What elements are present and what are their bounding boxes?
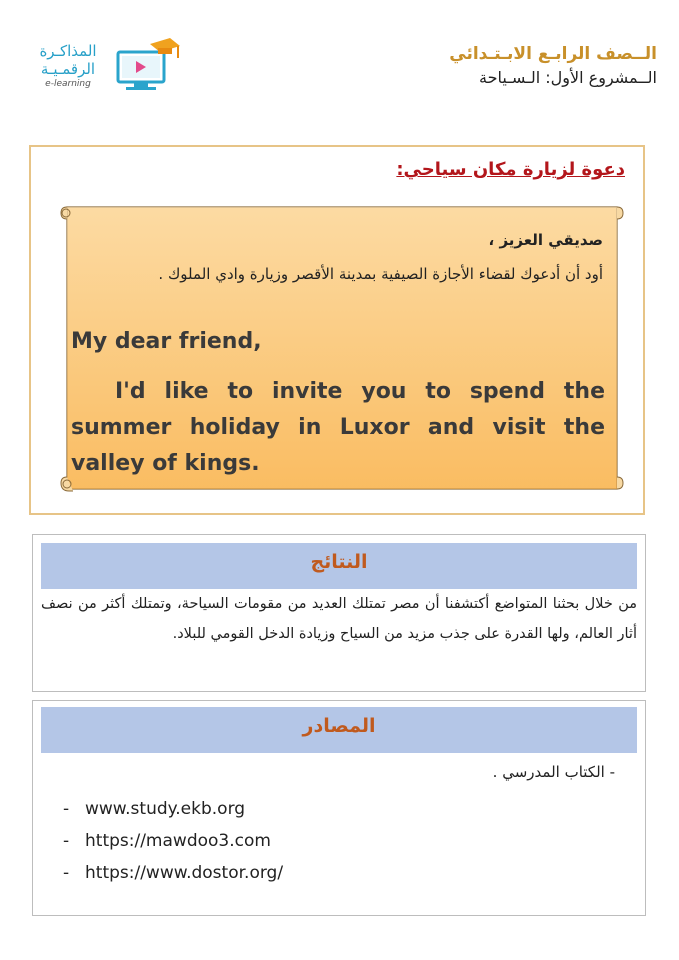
results-text: من خلال بحثنا المتواضع أكتشفنا أن مصر تمتلك العديد من مقومات السياحة، وتمتلك أكثر من نصف أثار العالم، ولها القدرة على جذب مزيد من السياح وزيادة الدخل القومي للبلاد. xyxy=(41,596,637,642)
monitor-graduation-cap-icon xyxy=(112,36,182,96)
scroll-card xyxy=(59,199,625,497)
source-link[interactable]: www.study.ekb.org xyxy=(85,799,246,819)
logo-line3: e-learning xyxy=(45,79,91,89)
source-link-item xyxy=(63,857,283,889)
arabic-body: أود أن أدعوك لقضاء الأجازة الصيفية بمدينة الأقصر وزيارة وادي الملوك . xyxy=(158,265,603,283)
logo-line1: المذاكـرة xyxy=(39,42,97,60)
source-link-item xyxy=(63,793,283,825)
sources-list xyxy=(63,793,283,889)
source-link[interactable]: https://mawdoo3.com xyxy=(85,831,271,851)
invitation-title: دعوة لزيارة مكان سياحي: xyxy=(396,159,625,180)
english-greeting: My dear friend, xyxy=(71,329,262,354)
sources-section xyxy=(32,700,646,916)
results-title: النتائج xyxy=(310,551,368,573)
page-header xyxy=(449,42,657,90)
sources-header-band xyxy=(41,707,637,753)
results-header-band xyxy=(41,543,637,589)
grade-label: الــصف الرابـع الابـتـدائي xyxy=(449,44,657,64)
logo-line2: الرقمـيـة xyxy=(40,60,96,78)
results-section xyxy=(32,534,646,692)
logo xyxy=(18,22,188,102)
source-link[interactable]: https://www.dostor.org/ xyxy=(85,863,284,883)
invitation-section xyxy=(29,145,645,515)
english-body: I'd like to invite you to spend the summer holiday in Luxor and visit the valley of kings. xyxy=(71,379,605,476)
list-dash: - xyxy=(63,799,70,819)
project-label: الــمشروع الأول: الـسـياحة xyxy=(479,68,657,87)
sources-title: المصادر xyxy=(302,715,376,737)
list-dash: - xyxy=(63,831,70,851)
list-dash: - xyxy=(63,863,70,883)
source-link-item xyxy=(63,825,283,857)
logo-text xyxy=(32,42,104,90)
source-item-textbook: - الكتاب المدرسي . xyxy=(492,763,615,781)
arabic-greeting: صديقي العزيز ، xyxy=(488,231,603,249)
